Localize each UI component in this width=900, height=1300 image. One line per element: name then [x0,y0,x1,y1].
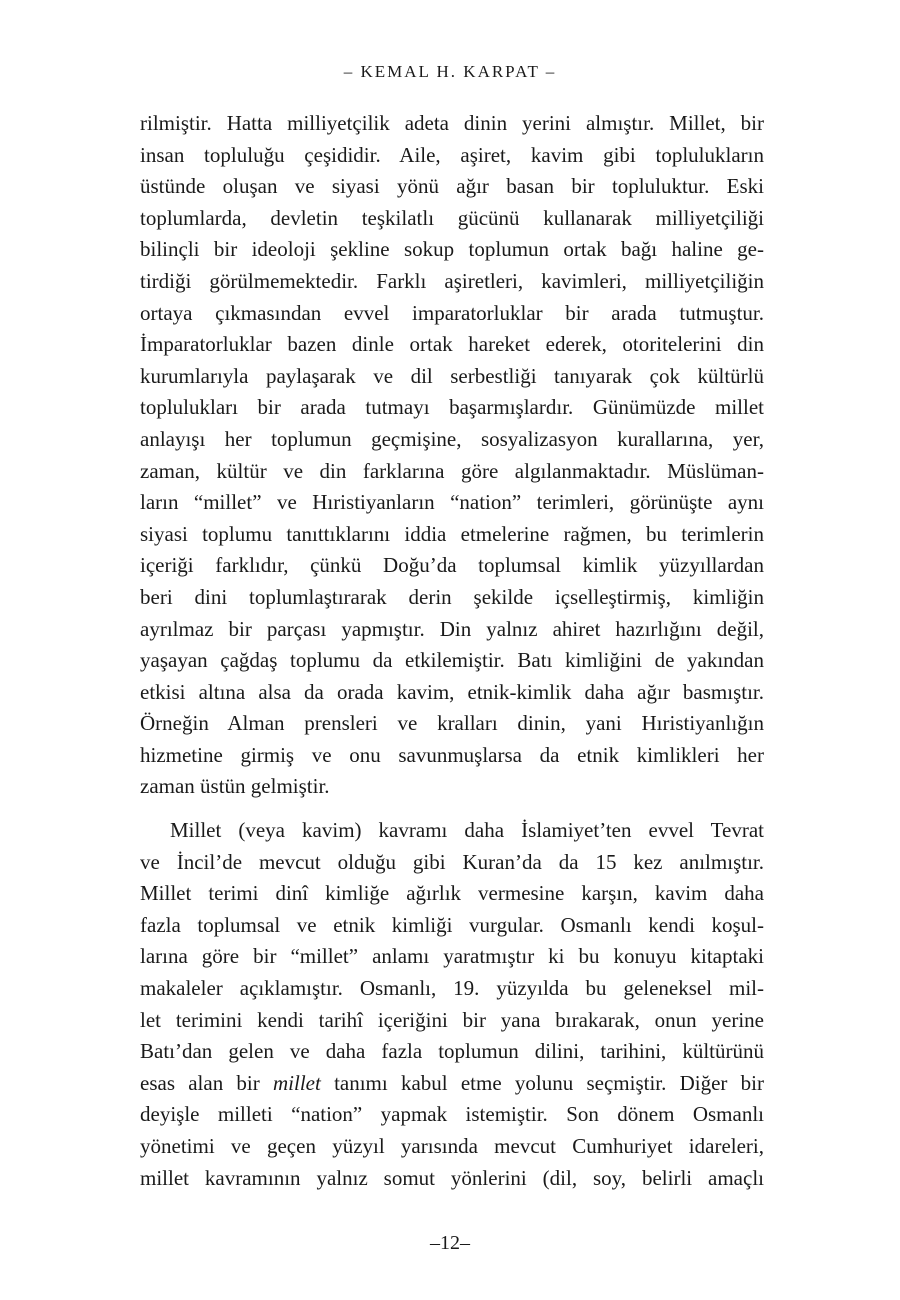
text-line: let terimini kendi tarihî içeriğini bir yana bırakarak, onun yerine [140,1007,764,1032]
text-line: siyasi toplumu tanıttıklarını iddia etmelerine rağmen, bu terimlerin [140,521,764,546]
text-line: ve İncil’de mevcut olduğu gibi Kuran’da da 15 kez anılmıştır. [140,849,764,874]
text-line: zaman, kültür ve din farklarına göre algılanmaktadır. Müslüman- [140,458,764,483]
text-line: tirdiği görülmemektedir. Farklı aşiretleri, kavimleri, milliyetçiliğin [140,268,764,293]
italic-term: millet [273,1070,321,1095]
text-line: toplumlarda, devletin teşkilatlı gücünü kullanarak milliyetçiliği [140,205,764,230]
text-line: bilinçli bir ideoloji şekline sokup toplumun ortak bağı haline ge- [140,237,764,262]
text-line-with-italic [140,1068,764,1100]
body-text [140,108,764,1194]
text-line: anlayışı her toplumun geçmişine, sosyalizasyon kurallarına, yer, [140,426,764,451]
text-line: etkisi altına alsa da orada kavim, etnik-kimlik daha ağır basmıştır. [140,679,764,704]
text-line: toplulukları bir arada tutmayı başarmışlardır. Günümüzde millet [140,395,764,420]
text-line: millet kavramının yalnız somut yönlerini (dil, soy, belirli amaçlı [140,1165,764,1190]
text-line: beri dini toplumlaştırarak derin şekilde içselleştirmiş, kimliğin [140,584,764,609]
text-line: ayrılmaz bir parçası yapmıştır. Din yalnız ahiret hazırlığını değil, [140,616,764,641]
page-number: –12– [430,1232,470,1254]
text-line: ların “millet” ve Hıristiyanların “nation” terimleri, görünüşte aynı [140,490,764,515]
running-header: – KEMAL H. KARPAT – [343,62,557,81]
text-line: zaman üstün gelmiştir. [140,774,330,799]
text-line: ortaya çıkmasından evvel imparatorluklar bir arada tutmuştur. [140,300,764,325]
paragraph-1 [140,108,764,803]
text-fragment: esas alan bir [140,1070,273,1095]
text-fragment: tanımı kabul etme yolunu seçmiştir. Diğer bir [320,1070,764,1095]
text-line: deyişle milleti “nation” yapmak istemiştir. Son dönem Osmanlı [140,1102,764,1127]
text-line: yönetimi ve geçen yüzyıl yarısında mevcut Cumhuriyet idareleri, [140,1134,764,1158]
text-line: İmparatorluklar bazen dinle ortak hareket ederek, otoritelerini din [140,332,764,357]
text-line: hizmetine girmiş ve onu savunmuşlarsa da etnik kimlikleri her [140,742,764,767]
text-line: içeriği farklıdır, çünkü Doğu’da toplumsal kimlik yüzyıllardan [140,553,764,578]
paragraph-2 [140,815,764,1194]
text-line: fazla toplumsal ve etnik kimliği vurgular. Osmanlı kendi koşul- [140,912,764,937]
text-line: Batı’dan gelen ve daha fazla toplumun dilini, tarihini, kültürünü [140,1039,764,1064]
text-line: Millet (veya kavim) kavramı daha İslamiyet’ten evvel Tevrat [170,818,764,843]
text-line: larına göre bir “millet” anlamı yaratmıştır ki bu konuyu kitaptaki [140,944,764,969]
text-line: Örneğin Alman prensleri ve kralları dinin, yani Hıristiyanlığın [140,711,764,736]
text-line: kurumlarıyla paylaşarak ve dil serbestliği tanıyarak çok kültürlü [140,363,764,388]
text-line: yaşayan çağdaş toplumu da etkilemiştir. Batı kimliğini de yakından [140,648,764,673]
text-line: Millet terimi dinî kimliğe ağırlık vermesine karşın, kavim daha [140,881,764,906]
text-line: üstünde oluşan ve siyasi yönü ağır basan bir topluluktur. Eski [140,174,764,199]
text-line: makaleler açıklamıştır. Osmanlı, 19. yüzyılda bu geleneksel mil- [140,976,764,1001]
text-line: rilmiştir. Hatta milliyetçilik adeta dinin yerini almıştır. Millet, bir [140,111,764,135]
text-line: insan topluluğu çeşididir. Aile, aşiret, kavim gibi toplulukların [140,142,764,167]
paragraph-spacing [140,803,764,815]
